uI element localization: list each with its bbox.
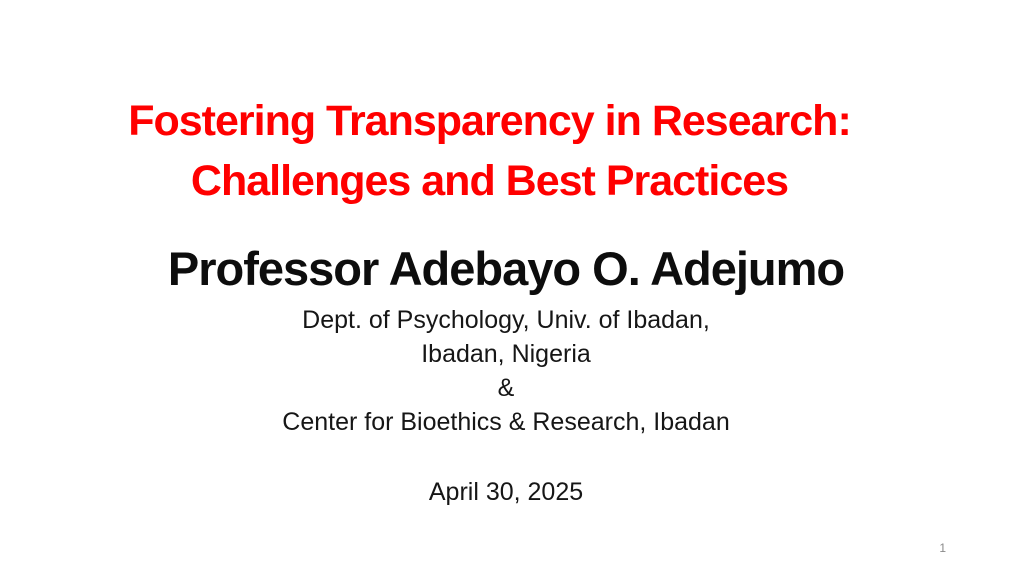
affiliation-line-dept: Dept. of Psychology, Univ. of Ibadan, <box>302 306 710 334</box>
affiliation-line-city: Ibadan, Nigeria <box>421 340 591 368</box>
slide-title <box>0 91 979 211</box>
affiliation-line-ampersand: & <box>497 374 515 402</box>
slide-page-number: 1 <box>939 541 946 555</box>
affiliation-line-center: Center for Bioethics & Research, Ibadan <box>282 408 730 436</box>
affiliation-block <box>0 303 1012 439</box>
presentation-date: April 30, 2025 <box>428 478 584 506</box>
slide-title-line-2: Challenges and Best Practices <box>190 157 789 205</box>
slide-title-line-1: Fostering Transparency in Research: <box>128 97 851 145</box>
presenter-name: Professor Adebayo O. Adejumo <box>167 242 845 295</box>
